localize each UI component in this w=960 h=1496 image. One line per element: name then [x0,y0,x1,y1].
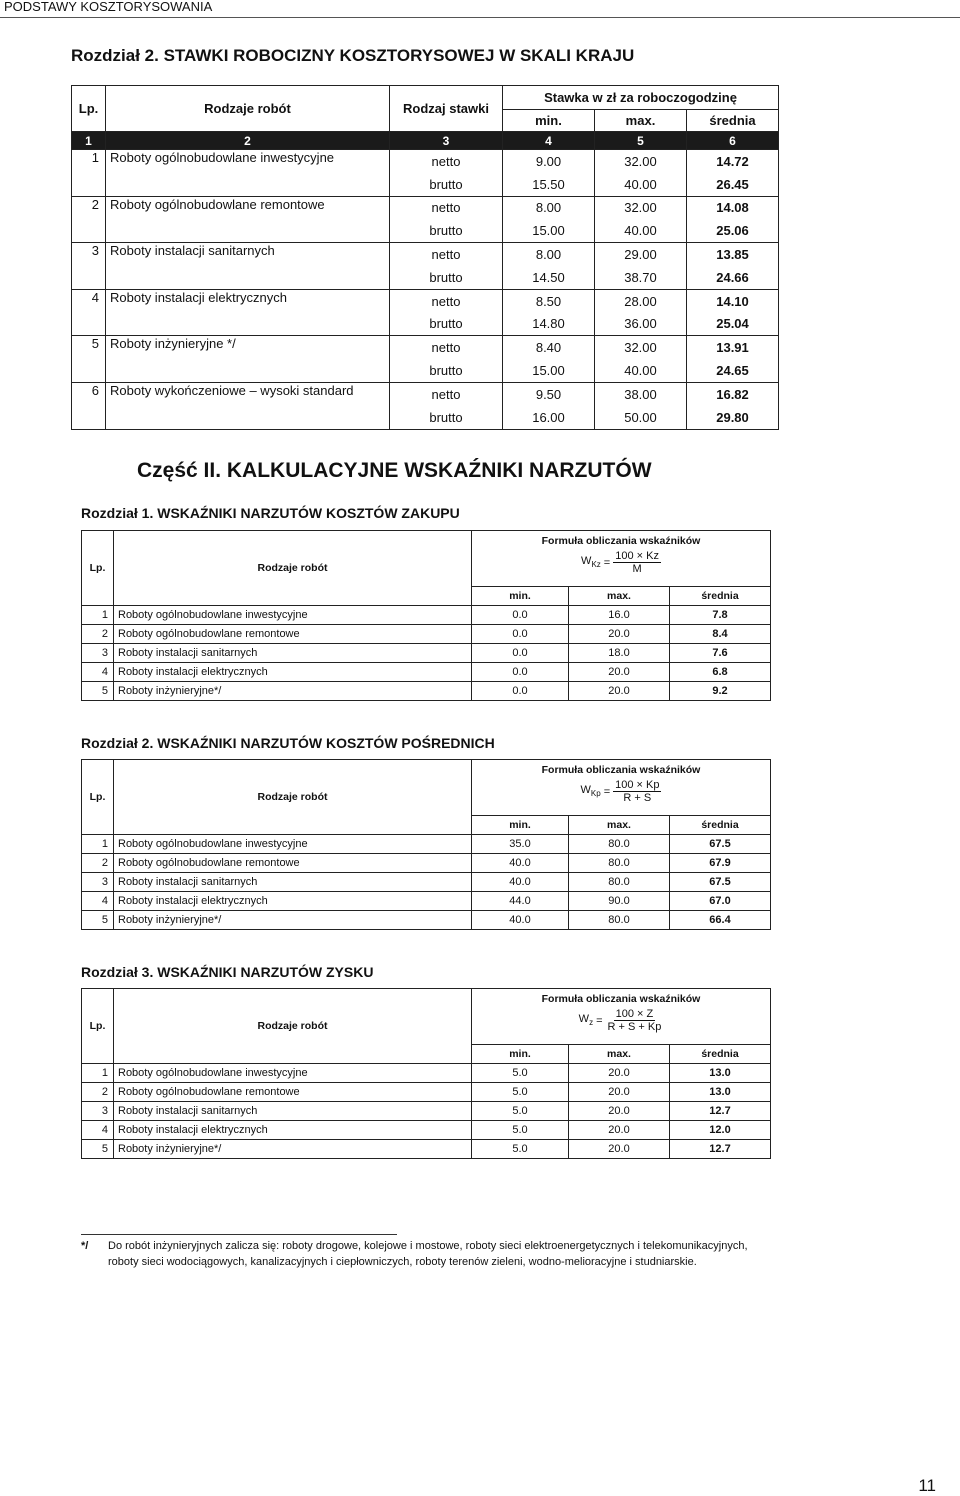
rate-min: 15.00 [503,219,595,242]
value-max: 80.0 [569,835,670,854]
value-max: 20.0 [569,1102,670,1121]
formula-fraction [606,1008,664,1033]
value-avg: 12.0 [670,1121,771,1140]
col-number: 3 [390,132,503,150]
col-number: 2 [106,132,390,150]
formula-title: Formuła obliczania wskaźników [541,993,701,1005]
col-lp: Lp. [82,760,114,835]
row-lp: 4 [72,289,106,336]
col-rate-group: Stawka w zł za roboczogodzinę [503,86,779,110]
rate-max: 29.00 [595,243,687,266]
table-row [82,625,771,644]
table-row [82,606,771,625]
formula [581,550,661,575]
value-min: 40.0 [472,854,569,873]
part-heading: Część II. KALKULACYJNE WSKAŹNIKI NARZUTÓW [137,459,652,482]
value-min: 5.0 [472,1121,569,1140]
row-work-name: Roboty ogólnobudowlane remontowe [114,625,472,644]
table-row [72,243,779,266]
col-lp: Lp. [72,86,106,132]
row-lp: 6 [72,382,106,429]
row-lp: 3 [82,1102,114,1121]
rate-type: brutto [390,173,503,196]
row-work-name: Roboty instalacji sanitarnych [114,644,472,663]
col-min: min. [472,816,569,835]
row-lp: 1 [72,150,106,197]
rate-avg: 14.08 [687,196,779,219]
row-lp: 4 [82,1121,114,1140]
rate-avg: 25.06 [687,219,779,242]
formula-denominator: R + S [623,792,652,804]
row-work-name: Roboty inżynieryjne */ [106,336,390,383]
labour-rates-table [71,85,779,430]
formula-denominator: R + S + Kp [607,1021,662,1033]
rate-max: 40.00 [595,219,687,242]
rate-type: netto [390,336,503,359]
table-row [72,289,779,312]
formula-numerator: 100 × Kp [615,779,660,791]
table-row [82,1102,771,1121]
rate-type: netto [390,150,503,173]
value-min: 44.0 [472,892,569,911]
formula-subscript: Kp [590,789,601,799]
value-max: 80.0 [569,873,670,892]
row-lp: 5 [82,682,114,701]
col-max: max. [569,1045,670,1064]
row-work-name: Roboty ogólnobudowlane inwestycyjne [114,606,472,625]
rate-max: 50.00 [595,406,687,429]
col-avg: średnia [687,110,779,132]
value-avg: 6.8 [670,663,771,682]
section-heading-purchase: Rozdział 1. WSKAŹNIKI NARZUTÓW KOSZTÓW ZAKUPU [81,505,460,521]
col-avg: średnia [670,587,771,606]
value-max: 20.0 [569,1064,670,1083]
rate-avg: 29.80 [687,406,779,429]
col-avg: średnia [670,816,771,835]
rate-min: 8.50 [503,289,595,312]
value-min: 5.0 [472,1102,569,1121]
value-avg: 67.0 [670,892,771,911]
rate-avg: 14.10 [687,289,779,312]
formula-title: Formuła obliczania wskaźników [541,535,701,547]
col-lp: Lp. [82,989,114,1064]
table-row [82,911,771,930]
formula-title: Formuła obliczania wskaźników [541,764,701,776]
formula-denominator: M [632,563,642,575]
row-lp: 4 [82,663,114,682]
row-work-name: Roboty instalacji elektrycznych [114,892,472,911]
table-row [72,382,779,405]
col-work: Rodzaje robót [114,989,472,1064]
table-row [72,150,779,173]
rate-avg: 24.65 [687,359,779,382]
equals-sign: = [603,556,611,569]
rate-avg: 26.45 [687,173,779,196]
formula-lhs [581,555,601,569]
rate-type: netto [390,289,503,312]
value-max: 20.0 [569,1140,670,1159]
row-work-name: Roboty inżynieryjne*/ [114,1140,472,1159]
rate-max: 36.00 [595,313,687,336]
value-min: 5.0 [472,1083,569,1102]
value-min: 40.0 [472,911,569,930]
row-work-name: Roboty instalacji elektrycznych [106,289,390,336]
row-lp: 5 [82,911,114,930]
value-max: 20.0 [569,625,670,644]
rate-min: 8.00 [503,196,595,219]
equals-sign: = [603,785,611,798]
value-avg: 12.7 [670,1140,771,1159]
value-avg: 12.7 [670,1102,771,1121]
formula-symbol: W [578,1013,590,1026]
section-heading-profit: Rozdział 3. WSKAŹNIKI NARZUTÓW ZYSKU [81,964,374,980]
purchase-overhead-table [81,530,771,701]
value-min: 0.0 [472,606,569,625]
rate-max: 32.00 [595,336,687,359]
rate-max: 32.00 [595,196,687,219]
table-row [72,196,779,219]
profit-overhead-table [81,988,771,1159]
col-work: Rodzaje robót [114,760,472,835]
table-row [82,1121,771,1140]
col-lp: Lp. [82,531,114,606]
row-lp: 1 [82,606,114,625]
row-work-name: Roboty ogólnobudowlane remontowe [114,854,472,873]
row-lp: 1 [82,835,114,854]
value-avg: 9.2 [670,682,771,701]
row-work-name: Roboty ogólnobudowlane inwestycyjne [106,150,390,197]
rate-min: 9.00 [503,150,595,173]
row-work-name: Roboty instalacji sanitarnych [106,243,390,290]
value-max: 18.0 [569,644,670,663]
formula-subscript: z [589,1018,594,1028]
rate-avg: 24.66 [687,266,779,289]
rate-max: 28.00 [595,289,687,312]
table-row [82,1083,771,1102]
row-work-name: Roboty instalacji elektrycznych [114,1121,472,1140]
footnote [81,1238,781,1270]
equals-sign: = [596,1014,603,1027]
col-min: min. [503,110,595,132]
rate-avg: 13.85 [687,243,779,266]
rate-min: 14.80 [503,313,595,336]
row-work-name: Roboty instalacji sanitarnych [114,873,472,892]
rate-min: 16.00 [503,406,595,429]
row-work-name: Roboty wykończeniowe – wysoki standard [106,382,390,429]
value-min: 0.0 [472,644,569,663]
rate-min: 8.00 [503,243,595,266]
row-work-name: Roboty ogólnobudowlane remontowe [106,196,390,243]
value-avg: 67.5 [670,835,771,854]
row-lp: 2 [82,854,114,873]
rate-min: 8.40 [503,336,595,359]
value-avg: 8.4 [670,625,771,644]
table-row [82,1064,771,1083]
formula-symbol: W [580,784,591,797]
value-avg: 67.5 [670,873,771,892]
formula [581,779,662,804]
col-number: 5 [595,132,687,150]
value-avg: 13.0 [670,1083,771,1102]
value-avg: 66.4 [670,911,771,930]
table-row [82,663,771,682]
rate-type: netto [390,382,503,405]
row-work-name: Roboty ogólnobudowlane inwestycyjne [114,835,472,854]
formula-lhs [579,1013,593,1027]
value-min: 0.0 [472,663,569,682]
footnote-mark: */ [81,1240,89,1252]
row-work-name: Roboty ogólnobudowlane remontowe [114,1083,472,1102]
rate-type: brutto [390,219,503,242]
value-min: 35.0 [472,835,569,854]
row-lp: 3 [82,873,114,892]
footnote-rule [81,1234,397,1235]
formula-cell [472,760,771,816]
value-min: 5.0 [472,1140,569,1159]
running-header [0,0,960,18]
formula-cell [472,989,771,1045]
section-heading-rates: Rozdział 2. STAWKI ROBOCIZNY KOSZTORYSOWEJ W SKALI KRAJU [71,46,635,65]
section-heading-indirect: Rozdział 2. WSKAŹNIKI NARZUTÓW KOSZTÓW POŚREDNICH [81,735,495,751]
rate-avg: 14.72 [687,150,779,173]
rate-max: 40.00 [595,359,687,382]
row-lp: 2 [82,1083,114,1102]
formula-numerator: 100 × Z [615,1008,654,1020]
value-avg: 67.9 [670,854,771,873]
col-min: min. [472,1045,569,1064]
rate-avg: 25.04 [687,313,779,336]
row-lp: 1 [82,1064,114,1083]
rate-avg: 16.82 [687,382,779,405]
value-max: 80.0 [569,911,670,930]
rate-max: 40.00 [595,173,687,196]
table-row [72,336,779,359]
row-lp: 4 [82,892,114,911]
formula-fraction [613,779,661,804]
formula-symbol: W [581,555,592,568]
value-min: 0.0 [472,625,569,644]
page-number: 11 [918,1476,936,1495]
col-max: max. [595,110,687,132]
value-max: 80.0 [569,854,670,873]
row-lp: 3 [72,243,106,290]
row-lp: 2 [72,196,106,243]
table-row [82,1140,771,1159]
formula-cell [472,531,771,587]
formula [579,1008,664,1033]
col-number: 6 [687,132,779,150]
table-row [82,682,771,701]
rate-avg: 13.91 [687,336,779,359]
rate-max: 38.70 [595,266,687,289]
formula-fraction [613,550,661,575]
rate-type: brutto [390,313,503,336]
col-number: 4 [503,132,595,150]
value-avg: 7.8 [670,606,771,625]
footnote-text: Do robót inżynieryjnych zalicza się: roboty drogowe, kolejowe i mostowe, roboty sieci elektroenergetycznych i telekomunikacyjnych, roboty sieci wodociągowych, kanalizacyjnych i ciepłowniczych, roboty terenów zieleni, wodno-melioracyjne i studniarskie. [108,1240,748,1268]
value-avg: 7.6 [670,644,771,663]
col-max: max. [569,816,670,835]
formula-numerator: 100 × Kz [615,550,659,562]
row-lp: 2 [82,625,114,644]
rate-max: 32.00 [595,150,687,173]
rate-max: 38.00 [595,382,687,405]
row-lp: 3 [82,644,114,663]
formula-subscript: Kz [591,560,601,570]
table-row [82,873,771,892]
running-title: PODSTAWY KOSZTORYSOWANIA [4,0,213,14]
value-min: 0.0 [472,682,569,701]
row-work-name: Roboty inżynieryjne*/ [114,682,472,701]
col-work: Rodzaje robót [114,531,472,606]
formula-lhs [581,784,601,798]
rate-type: brutto [390,359,503,382]
table-row [82,854,771,873]
value-min: 40.0 [472,873,569,892]
col-avg: średnia [670,1045,771,1064]
value-avg: 13.0 [670,1064,771,1083]
table-row [82,835,771,854]
col-number: 1 [72,132,106,150]
value-max: 20.0 [569,1083,670,1102]
table-row [82,644,771,663]
col-work: Rodzaje robót [106,86,390,132]
value-min: 5.0 [472,1064,569,1083]
rate-type: brutto [390,266,503,289]
row-lp: 5 [82,1140,114,1159]
value-max: 90.0 [569,892,670,911]
indirect-overhead-table [81,759,771,930]
col-rate-type: Rodzaj stawki [390,86,503,132]
rate-type: brutto [390,406,503,429]
rate-min: 14.50 [503,266,595,289]
row-work-name: Roboty ogólnobudowlane inwestycyjne [114,1064,472,1083]
row-lp: 5 [72,336,106,383]
rate-type: netto [390,243,503,266]
rate-type: netto [390,196,503,219]
rate-min: 15.50 [503,173,595,196]
table-row [82,892,771,911]
rate-min: 15.00 [503,359,595,382]
value-max: 16.0 [569,606,670,625]
row-work-name: Roboty instalacji sanitarnych [114,1102,472,1121]
col-min: min. [472,587,569,606]
row-work-name: Roboty inżynieryjne*/ [114,911,472,930]
value-max: 20.0 [569,682,670,701]
row-work-name: Roboty instalacji elektrycznych [114,663,472,682]
rate-min: 9.50 [503,382,595,405]
value-max: 20.0 [569,1121,670,1140]
value-max: 20.0 [569,663,670,682]
col-max: max. [569,587,670,606]
